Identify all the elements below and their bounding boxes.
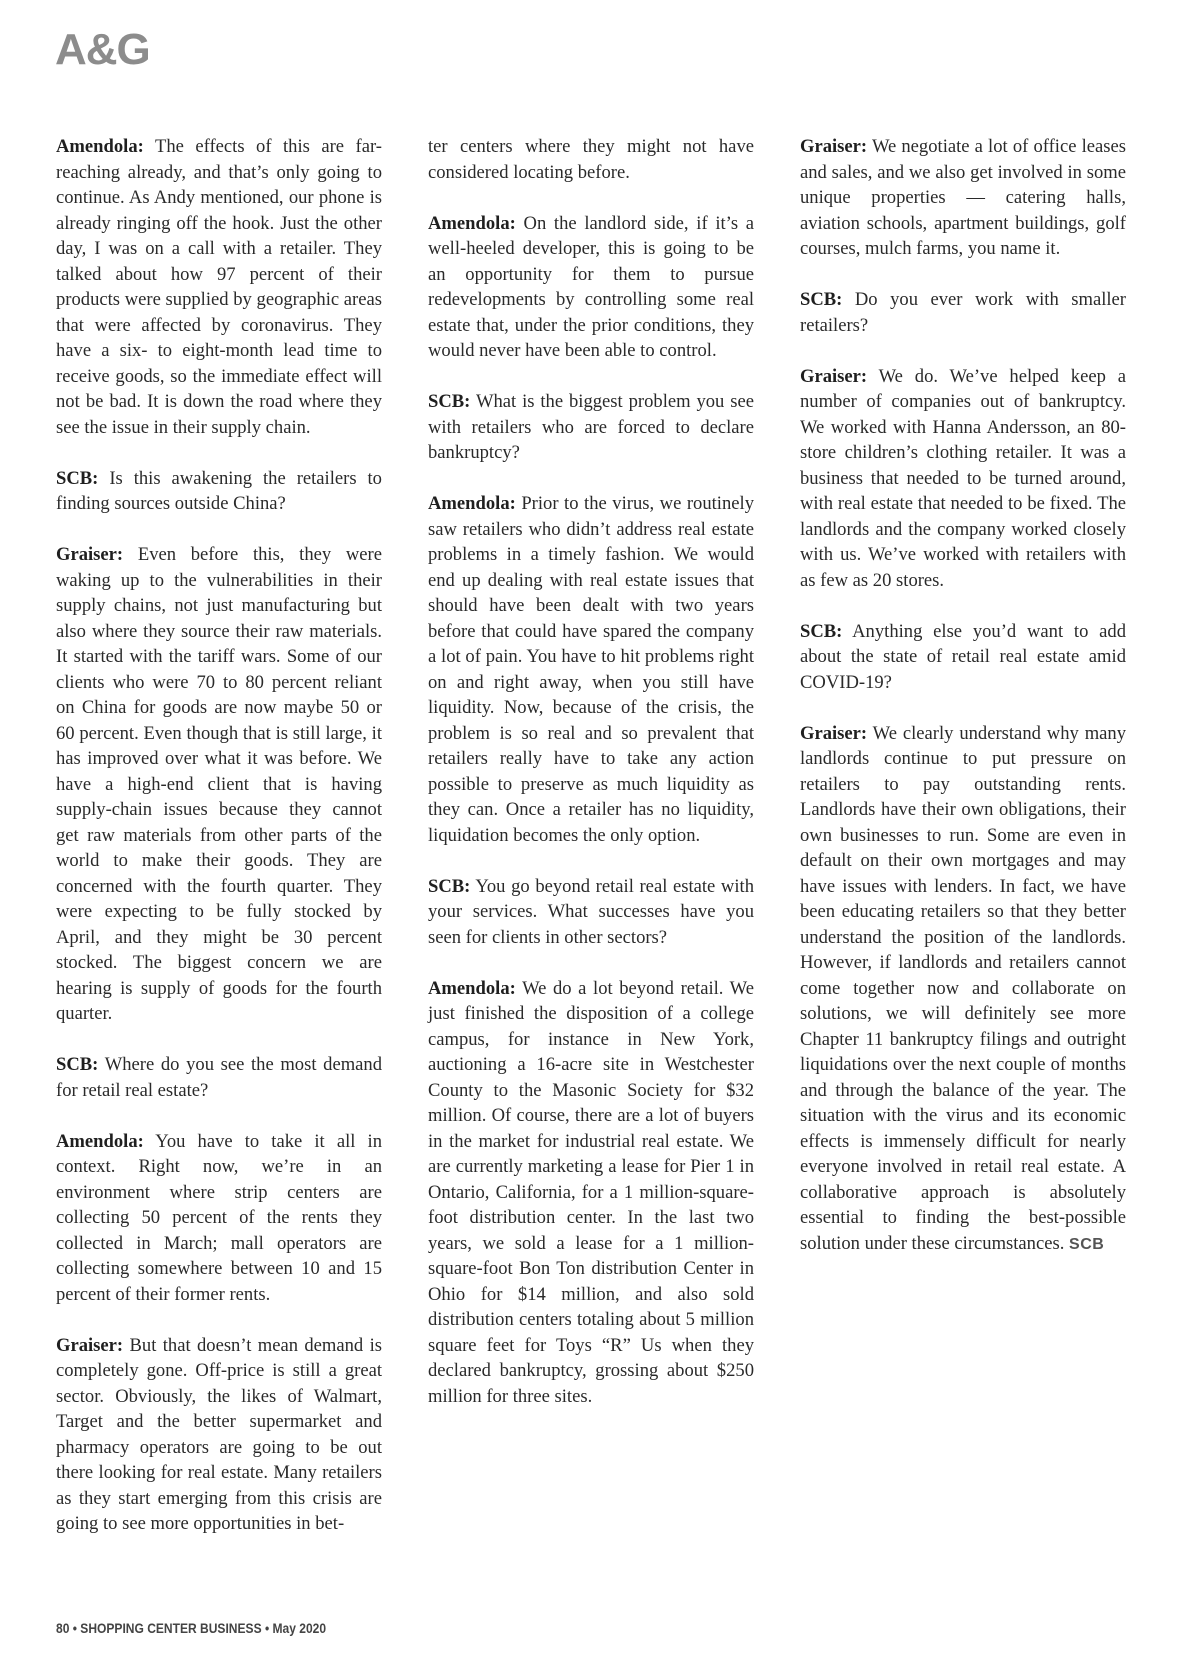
paragraph <box>56 134 382 440</box>
paragraph <box>428 134 754 185</box>
paragraph <box>800 721 1126 1258</box>
paragraph <box>56 542 382 1027</box>
speaker-label: Graiser: <box>800 722 868 744</box>
paragraph-text: Even before this, they were waking up to the vulnerabilities in their supply chains, not just manufacturing but also where they source their raw materials. It started with the tariff wars. Some of our clients who were 70 to 80 percent reliant on China for goods are now maybe 50 or 60 percent. Even though that is still large, it has improved over what it was before. We have a high-end client that is having supply-chain issues because they cannot get raw materials from other parts of the world to make their goods. They are concerned with the fourth quarter. They were expecting to be fully stocked by April, and they might be 30 percent stocked. The biggest concern we are hearing is supply of goods for the fourth quarter. <box>56 544 383 1024</box>
paragraph <box>428 976 754 1410</box>
paragraph <box>800 287 1126 338</box>
speaker-label: SCB: <box>800 289 843 310</box>
paragraph-text: You have to take it all in context. Right now, we’re in an environment where strip centers are collecting 50 percent of the rents they collected in March; mall operators are collecting somewhere between 10 and 15 percent of their former rents. <box>56 1130 382 1305</box>
speaker-label: Amendola: <box>428 977 516 999</box>
paragraph-text: On the landlord side, if it’s a well-heeled developer, this is going to be an opportunity for them to pursue redevelopments by controlling some real estate that, under the prior conditions, they would never have been able to control. <box>428 212 754 361</box>
speaker-label: Amendola: <box>428 493 516 514</box>
paragraph <box>56 466 382 517</box>
paragraph <box>800 364 1126 594</box>
article-end-mark: SCB <box>1069 1235 1105 1253</box>
paragraph-text: Is this awakening the retailers to finding sources outside China? <box>56 467 382 514</box>
paragraph-text: We negotiate a lot of office leases and sales, and we also get involved in some unique properties — catering halls, aviation schools, apartment buildings, golf courses, mulch farms, you name it. <box>800 136 1127 259</box>
paragraph-text: Anything else you’d want to add about the state of retail real estate amid COVID-19? <box>800 620 1126 693</box>
speaker-label: Graiser: <box>800 365 868 387</box>
speaker-label: Graiser: <box>56 1334 124 1356</box>
paragraph <box>428 389 754 466</box>
paragraph <box>800 619 1126 696</box>
speaker-label: SCB: <box>428 875 471 897</box>
speaker-label: Graiser: <box>56 544 124 565</box>
speaker-label: Amendola: <box>428 212 516 234</box>
speaker-label: Amendola: <box>56 1130 144 1152</box>
speaker-label: Graiser: <box>800 136 868 157</box>
paragraph <box>800 134 1126 262</box>
paragraph <box>56 1052 382 1103</box>
paragraph-text: What is the biggest problem you see with retailers who are forced to declare bankruptcy? <box>428 391 754 463</box>
publisher-logo: A&G <box>55 25 150 74</box>
paragraph-text: We do a lot beyond retail. We just finished the disposition of a college campus, for instance in New York, auctioning a 16-acre site in Westchester County to the Masonic Society for $32 million. Of course, there are a lot of buyers in the market for industrial real estate. We are currently marketing a lease for Pier 1 in Ontario, California, for a 1 million-square-foot distribution center. In the last two years, we sold a lease for a 1 million-square-foot Bon Ton distribution Center in Ohio for $14 million, and also sold distribution centers totaling about 5 million square feet for Toys “R” Us when they declared bankruptcy, grossing about $250 million for three sites. <box>428 977 754 1407</box>
paragraph-text: You go beyond retail real estate with your services. What successes have you seen for clients in other sectors? <box>428 875 754 948</box>
article-column-1 <box>56 134 382 1562</box>
speaker-label: SCB: <box>428 391 471 412</box>
paragraph-text: Where do you see the most demand for retail real estate? <box>56 1054 383 1101</box>
speaker-label: SCB: <box>56 1054 99 1075</box>
paragraph <box>428 874 754 951</box>
paragraph <box>56 1129 382 1308</box>
paragraph-text: We clearly understand why many landlords continue to put pressure on retailers to pay outstanding rents. Landlords have their own obligations, their own businesses to run. Some are even in default on their own mortgages and may have issues with lenders. In fact, we have been educating retailers so that they better understand the position of the landlords. However, if landlords and retailers cannot come together now and collaborate on solutions, we will definitely see more Chapter 11 bankruptcy filings and outright liquidations over the next couple of months and through the balance of the year. The situation with the virus and its economic effects is immensely difficult for nearly everyone involved in retail real estate. A collaborative approach is absolutely essential to finding the best-possible solution under these circumstances. <box>800 722 1126 1254</box>
paragraph-text: The effects of this are far-reaching already, and that’s only going to continue. As Andy mentioned, our phone is already ringing off the hook. Just the other day, I was on a call with a retailer. They talked about how 97 percent of their products were supplied by geographic areas that were affected by coronavirus. They have a six- to eight-month lead time to receive goods, so the immediate effect will not be bad. It is down the road where they see the issue in their supply chain. <box>56 136 382 438</box>
paragraph-text: Prior to the virus, we routinely saw retailers who didn’t address real estate problems in a timely fashion. We would end up dealing with real estate issues that should have been dealt with two years before that could have spared the company a lot of pain. You have to hit problems right on and right away, when you still have liquidity. Now, because of the crisis, the problem is so real and so prevalent that retailers really have to take any action possible to preserve as much liquidity as they can. Once a retailer has no liquidity, liquidation becomes the only option. <box>428 493 754 846</box>
paragraph <box>428 211 754 364</box>
page-footer: 80 • SHOPPING CENTER BUSINESS • May 2020 <box>56 1620 327 1636</box>
paragraph <box>428 491 754 848</box>
paragraph <box>56 1333 382 1537</box>
speaker-label: Amendola: <box>56 136 144 157</box>
paragraph-text: But that doesn’t mean demand is completely gone. Off-price is still a great sector. Obviously, the likes of Walmart, Target and the better supermarket and pharmacy operators are going to be out there looking for real estate. Many retailers as they start emerging from this crisis are going to see more opportunities in bet- <box>56 1334 382 1534</box>
paragraph-text: Do you ever work with smaller retailers? <box>800 289 1126 336</box>
article-column-3 <box>800 134 1126 1283</box>
speaker-label: SCB: <box>56 467 99 489</box>
speaker-label: SCB: <box>800 620 843 642</box>
paragraph-text: ter centers where they might not have considered locating before. <box>428 136 754 183</box>
paragraph-text: We do. We’ve helped keep a number of companies out of bankruptcy. We worked with Hanna Andersson, an 80-store children’s clothing retailer. It was a business that needed to be turned around, with real estate that needed to be fixed. The landlords and the company worked closely with us. We’ve worked with retailers with as few as 20 stores. <box>800 365 1126 591</box>
article-column-2 <box>428 134 754 1435</box>
